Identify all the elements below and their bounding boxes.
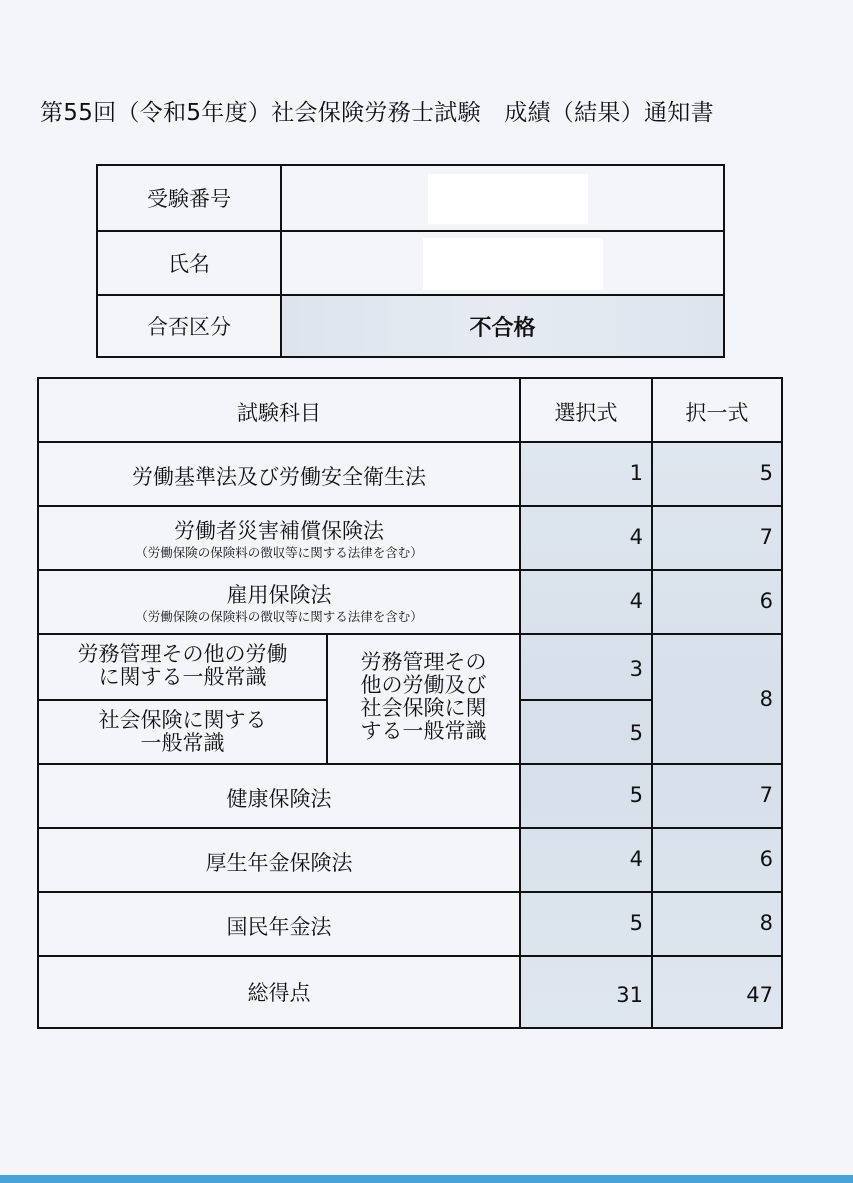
divider-row-health — [39, 827, 781, 829]
total-multiple-choice: 47 — [746, 983, 773, 1007]
total-label: 総得点 — [247, 981, 311, 1005]
info-row-result — [98, 296, 723, 356]
divider-row-pension — [39, 891, 781, 893]
score-multiple-choice: 7 — [759, 783, 773, 807]
subject-line: 労務管理その他の労働 — [77, 642, 288, 666]
score-selection: 4 — [629, 847, 643, 871]
subject-line: 社会保険に関 — [360, 696, 487, 720]
score-selection: 1 — [629, 461, 643, 485]
subject-line: に関する一般常識 — [98, 665, 267, 689]
divider-header — [39, 441, 781, 443]
subject-combined-general — [328, 651, 519, 743]
total-selection: 31 — [616, 983, 643, 1007]
redaction-name — [423, 238, 603, 290]
divider-general-left — [39, 699, 328, 701]
header-subject: 試験科目 — [237, 401, 321, 425]
score-selection: 4 — [629, 525, 643, 549]
redaction-exam-number — [428, 174, 588, 224]
score-table — [37, 377, 783, 1029]
info-row-exam-number — [98, 166, 723, 232]
score-multiple-choice: 8 — [759, 687, 773, 711]
subject-note: （労働保険の保険料の徴収等に関する法律を含む） — [135, 545, 423, 560]
document-title: 第55回（令和5年度）社会保険労務士試験 成績（結果）通知書 — [40, 100, 714, 126]
subject-workers-compensation: 労働者災害補償保険法 — [174, 519, 384, 543]
subject-line: 一般常識 — [140, 731, 225, 755]
exam-number-label: 受験番号 — [98, 166, 282, 230]
subject-line: する一般常識 — [360, 719, 487, 743]
score-selection: 5 — [629, 783, 643, 807]
result-label: 合否区分 — [98, 296, 282, 356]
paper-edge — [0, 1175, 853, 1183]
info-table — [96, 164, 725, 358]
score-multiple-choice: 6 — [759, 589, 773, 613]
score-selection: 5 — [629, 911, 643, 935]
score-multiple-choice: 5 — [759, 461, 773, 485]
divider-row-2 — [39, 569, 781, 571]
subject-labor-general — [39, 643, 326, 689]
divider-general-selection — [519, 699, 653, 701]
score-multiple-choice: 8 — [759, 911, 773, 935]
score-multiple-choice: 7 — [759, 525, 773, 549]
score-selection: 4 — [629, 589, 643, 613]
subject-labor-standards: 労働基準法及び労働安全衛生法 — [132, 465, 426, 489]
header-selection: 選択式 — [554, 401, 618, 425]
subject-note: （労働保険の保険料の徴収等に関する法律を含む） — [135, 609, 423, 624]
subject-employment-insurance: 雇用保険法 — [226, 583, 332, 607]
divider-row-1 — [39, 505, 781, 507]
result-value: 不合格 — [282, 296, 723, 356]
divider-row-national — [39, 955, 781, 957]
subject-line: 社会保険に関する — [98, 708, 267, 732]
header-multiple-choice: 択一式 — [685, 401, 749, 425]
subject-social-general — [39, 709, 326, 755]
name-label: 氏名 — [98, 232, 282, 294]
divider-row-general — [39, 763, 781, 765]
score-selection: 3 — [629, 657, 643, 681]
subject-employees-pension: 厚生年金保険法 — [205, 851, 353, 875]
divider-row-3 — [39, 633, 781, 635]
subject-line: 労務管理その — [360, 650, 487, 674]
subject-national-pension: 国民年金法 — [226, 915, 332, 939]
score-selection: 5 — [629, 721, 643, 745]
subject-health-insurance: 健康保険法 — [226, 787, 332, 811]
score-multiple-choice: 6 — [759, 847, 773, 871]
subject-line: 他の労働及び — [360, 673, 487, 697]
info-row-name — [98, 232, 723, 296]
